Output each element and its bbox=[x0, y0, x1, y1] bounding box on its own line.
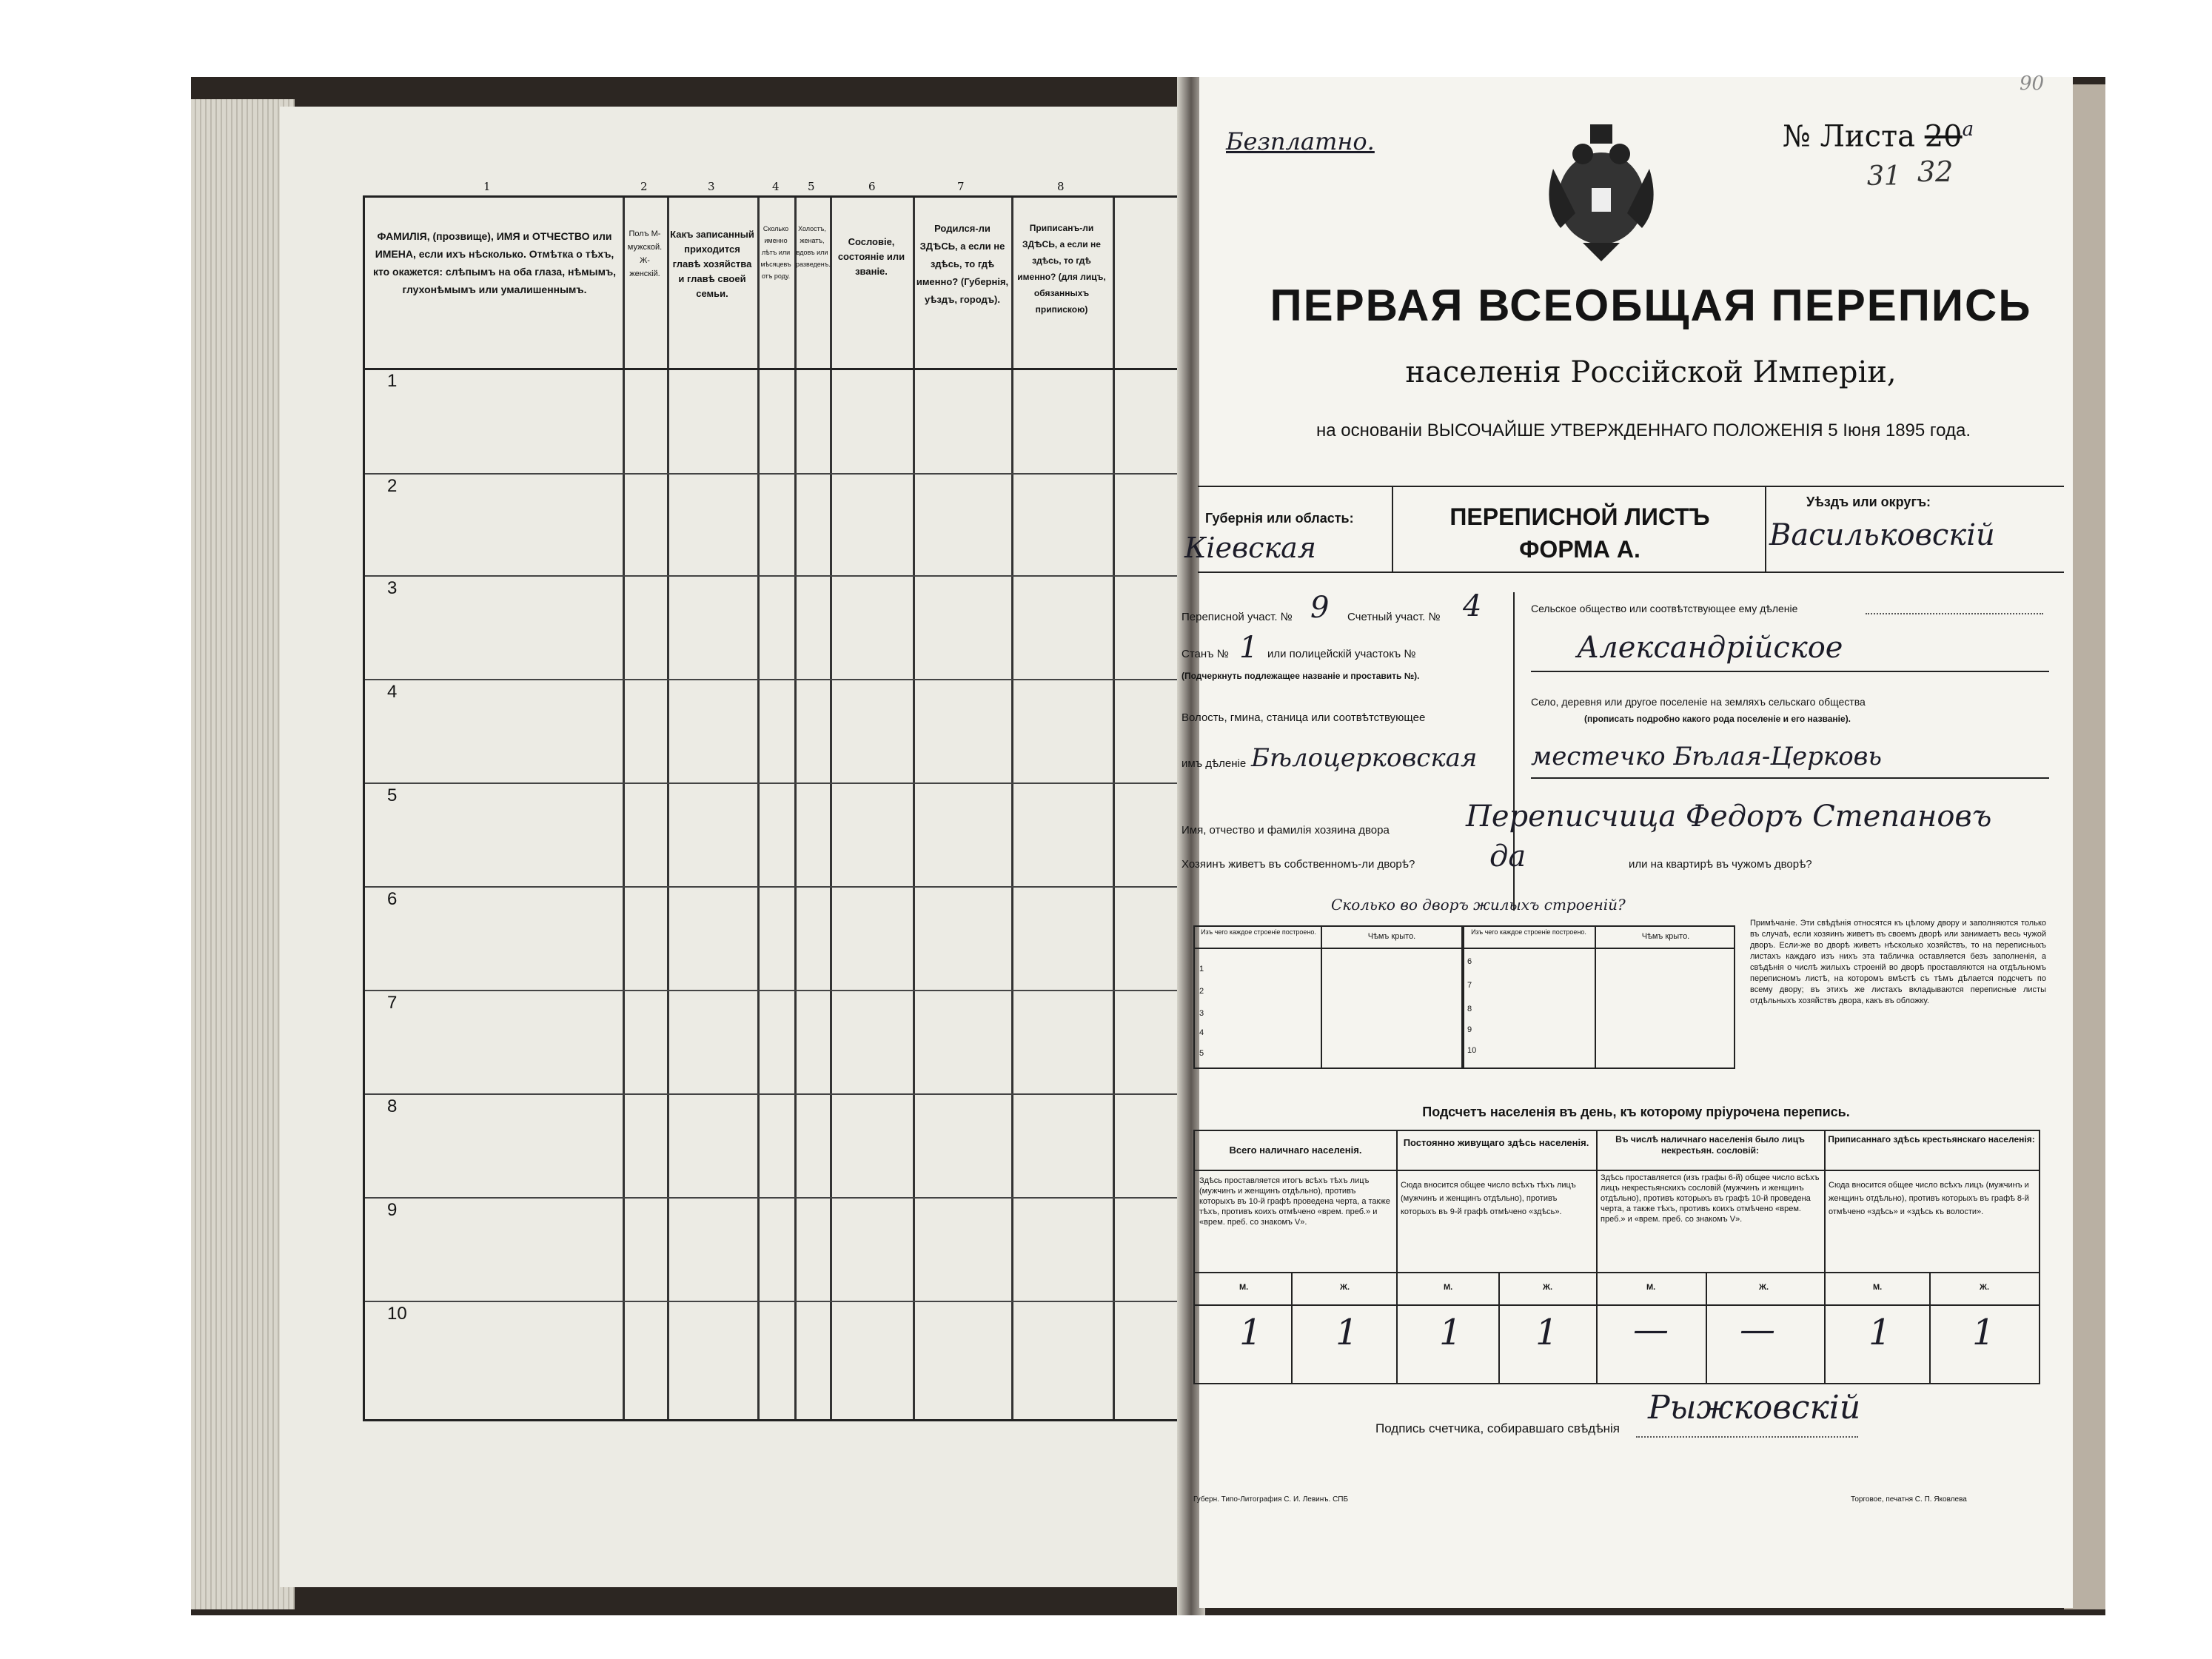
schet-uchast-label: Счетный участ. № bbox=[1347, 611, 1441, 623]
form-name-1: ПЕРЕПИСНОЙ ЛИСТЪ bbox=[1449, 503, 1710, 530]
row-number: 3 bbox=[387, 578, 398, 598]
sheet-number-label: № Листа bbox=[1783, 119, 1915, 154]
volost-label-1: Волость, гмина, станица или соотвѣтствующее bbox=[1182, 711, 1426, 724]
selskoe-value: Александрійское bbox=[1577, 631, 1843, 665]
count-desc-present: Здѣсь проставляется итогъ всѣхъ тѣхъ лицъ (мужчинъ и женщинъ отдѣльно), противъ которыхъ въ 10-й графѣ проведена черта, а также тѣхъ, противъ коихъ отмѣчено «врем. преб.» и «врем. преб. со знакомъ V». bbox=[1199, 1176, 1390, 1227]
building-row-number: 9 bbox=[1467, 1025, 1472, 1034]
col-number: 5 bbox=[808, 180, 815, 193]
perep-uchast-label: Переписной участ. № bbox=[1182, 611, 1293, 623]
form-basis: на основаніи ВЫСОЧАЙШЕ УТВЕРЖДЕННАГО ПОЛОЖЕНІЯ 5 Іюня 1895 года. bbox=[1316, 420, 1971, 440]
col-number: 8 bbox=[1057, 180, 1065, 193]
building-row-number: 10 bbox=[1467, 1046, 1477, 1055]
sheet-number bbox=[1783, 118, 1974, 153]
lives-rest: или на квартирѣ въ чужомъ дворѣ? bbox=[1629, 858, 1812, 871]
row-number: 6 bbox=[387, 889, 398, 909]
female-label: Ж. bbox=[1543, 1283, 1552, 1292]
count-head-registered: Приписаннаго здѣсь крестьянскаго населенія: bbox=[1828, 1134, 2035, 1144]
uezd-label: Уѣздъ или округъ: bbox=[1806, 495, 1931, 509]
male-label: М. bbox=[1239, 1283, 1249, 1292]
gubernia-label: Губернія или область: bbox=[1205, 511, 1354, 526]
count-value: 1 bbox=[1972, 1312, 1995, 1353]
count-desc-registered: Сюда вносится общее число всѣхъ лицъ (мужчинъ и женщинъ отдѣльно), противъ которыхъ въ графѣ 8-й отмѣчено «здѣсь» и «здѣсь къ волости». bbox=[1829, 1181, 2029, 1216]
stan-rest: или полицейскій участокъ № bbox=[1267, 648, 1416, 660]
form-subtitle: населенія Россійской Имперіи, bbox=[1405, 355, 1897, 389]
buildings-head-roof: Чѣмъ крыто. bbox=[1367, 932, 1416, 941]
building-row-number: 6 bbox=[1467, 957, 1472, 966]
col-number: 2 bbox=[640, 180, 648, 193]
volost-label-2: имъ дѣленіе bbox=[1182, 757, 1247, 770]
left-census-table bbox=[363, 180, 1189, 1421]
row-number: 10 bbox=[387, 1304, 407, 1324]
form-title: ПЕРВАЯ ВСЕОБЩАЯ ПЕРЕПИСЬ bbox=[1270, 281, 2032, 330]
male-label: М. bbox=[1646, 1283, 1656, 1292]
header-age: Сколько именно лѣтъ или мѣсяцевъ отъ роду. bbox=[760, 225, 791, 280]
header-relation: Какъ записанный приходится главѣ хозяйства и главѣ своей семьи. bbox=[670, 229, 754, 299]
count-value: 1 bbox=[1439, 1312, 1462, 1353]
header-name: ФАМИЛІЯ, (прозвище), ИМЯ и ОТЧЕСТВО или ИМЕНА, если ихъ нѣсколько. Отмѣтка о тѣхъ, кто окажется: слѣпымъ на оба глаза, нѣмымъ, глухонѣмымъ или умалишеннымъ. bbox=[372, 230, 617, 295]
owner-label: Имя, отчество и фамилія хозяина двора bbox=[1182, 824, 1390, 837]
building-row-number: 8 bbox=[1467, 1005, 1472, 1013]
signature-label: Подпись счетчика, собиравшаго свѣдѣнія bbox=[1375, 1421, 1620, 1435]
row-number: 1 bbox=[387, 371, 398, 391]
form-name-2: ФОРМА А. bbox=[1519, 536, 1640, 563]
count-value: 1 bbox=[1335, 1312, 1358, 1353]
stan-value: 1 bbox=[1239, 631, 1259, 665]
sheet-number-struck: 20 bbox=[1924, 119, 1963, 154]
female-label: Ж. bbox=[1980, 1283, 1989, 1292]
row-number: 5 bbox=[387, 785, 398, 805]
building-row-number: 1 bbox=[1199, 965, 1204, 973]
count-value: 1 bbox=[1869, 1312, 1891, 1353]
corner-number: 90 bbox=[2020, 73, 2045, 95]
col-number: 4 bbox=[772, 180, 780, 193]
stan-label: Станъ № bbox=[1182, 648, 1229, 660]
sheet-number-hand-2: 32 bbox=[1917, 155, 1954, 188]
col-number: 6 bbox=[868, 180, 876, 193]
count-head-permanent: Постоянно живущаго здѣсь населенія. bbox=[1403, 1137, 1589, 1148]
sheet-number-hand-1: 31 bbox=[1867, 161, 1901, 192]
count-desc-permanent: Сюда вносится общее число всѣхъ тѣхъ лицъ (мужчинъ и женщинъ отдѣльно), противъ которыхъ въ 9-й графѣ отмѣчено «здѣсь». bbox=[1401, 1181, 1576, 1216]
row-number: 7 bbox=[387, 993, 398, 1013]
count-head-non-peasant: Въ числѣ наличнаго населенія было лицъ некрестьян. сословій: bbox=[1615, 1134, 1805, 1156]
lives-label: Хозяинъ живетъ въ собственномъ-ли дворѣ? bbox=[1182, 858, 1415, 871]
buildings-table bbox=[1193, 925, 1735, 1069]
perep-uchast-value: 9 bbox=[1310, 591, 1330, 625]
population-count-table bbox=[1193, 1130, 2040, 1384]
row-number: 9 bbox=[387, 1200, 398, 1220]
male-label: М. bbox=[1444, 1283, 1453, 1292]
female-label: Ж. bbox=[1759, 1283, 1769, 1292]
printer-left: Губерн. Типо-Литография С. И. Левинъ. СПБ bbox=[1193, 1495, 1349, 1504]
free-label: Безплатно. bbox=[1226, 127, 1375, 155]
buildings-head-material: Изъ чего каждое строеніе построено. bbox=[1201, 928, 1316, 936]
header-estate: Сословіе, состояніе или званіе. bbox=[837, 236, 905, 277]
building-row-number: 5 bbox=[1199, 1049, 1204, 1058]
male-label: М. bbox=[1873, 1283, 1883, 1292]
sheet-number-suffix: а bbox=[1962, 118, 1974, 141]
buildings-note: Примѣчаніе. Эти свѣдѣнія относятся къ цѣлому двору и заполняются только въ случаѣ, если хозяинъ живетъ въ своемъ дворѣ или занимаетъ весь чужой дворъ. Если-же во дворѣ живетъ нѣсколько хозяйствъ, то на переписныхъ листахъ каждаго изъ нихъ эта табличка оставляется безъ заполненія, а свѣдѣнія о числѣ жилыхъ строеній во дворѣ проставляются на отдѣльномъ переписномъ листѣ, на которомъ вмѣстѣ съ тѣмъ дѣлается подсчетъ по всему двору; въ этихъ же листахъ вкладываются переписные листы отдѣльныхъ хозяйствъ двора, какъ въ обложку. bbox=[1750, 919, 2046, 1005]
count-value: 1 bbox=[1239, 1312, 1262, 1353]
buildings-head-material: Изъ чего каждое строеніе построено. bbox=[1471, 928, 1586, 936]
building-row-number: 4 bbox=[1199, 1028, 1204, 1037]
selo-value: местечко Бѣлая-Церковь bbox=[1531, 742, 1882, 771]
count-desc-non-peasant: Здѣсь проставляется (изъ графы 6-й) общее число всѣхъ лицъ некрестьянскихъ сословій (мужчинъ и женщинъ отдѣльно), противъ которыхъ въ графѣ 10-й проведена черта, а также тѣхъ, противъ коихъ отмѣчено «врем. преб.» и «врем. преб. со знакомъ V». bbox=[1601, 1173, 1820, 1224]
col-number: 3 bbox=[708, 180, 715, 193]
count-title: Подсчетъ населенія въ день, къ которому пріурочена перепись. bbox=[1422, 1105, 1850, 1119]
schet-uchast-value: 4 bbox=[1463, 589, 1482, 623]
buildings-question: Сколько во дворъ жилыхъ строеній? bbox=[1331, 896, 1626, 914]
signature-value: Рыжковскій bbox=[1648, 1389, 1861, 1427]
building-row-number: 2 bbox=[1199, 987, 1204, 996]
female-label: Ж. bbox=[1340, 1283, 1350, 1292]
printer-right: Торговое, печатня С. П. Яковлева bbox=[1851, 1495, 1967, 1504]
count-head-present: Всего наличнаго населенія. bbox=[1229, 1144, 1362, 1156]
count-value: — bbox=[1633, 1309, 1669, 1350]
row-number: 2 bbox=[387, 476, 398, 496]
selo-label: Село, деревня или другое поселеніе на земляхъ сельскаго общества bbox=[1531, 696, 1866, 708]
count-value: — bbox=[1740, 1309, 1775, 1350]
stan-note: (Подчеркнуть подлежащее названіе и проставить №). bbox=[1182, 671, 1420, 681]
header-sex: Полъ М-мужской. Ж-женскій. bbox=[627, 229, 663, 278]
gubernia-value: Кіевская bbox=[1184, 532, 1316, 564]
header-marital: Холостъ, женатъ, вдовъ или разведенъ. bbox=[796, 225, 831, 268]
selskoe-label: Сельское общество или соотвѣтствующее ему дѣленіе bbox=[1531, 603, 1798, 614]
col-number: 7 bbox=[957, 180, 965, 193]
row-number: 8 bbox=[387, 1096, 398, 1116]
volost-value: Бѣлоцерковская bbox=[1251, 743, 1478, 773]
owner-value: Переписчица Федоръ Степановъ bbox=[1466, 800, 1992, 834]
building-row-number: 3 bbox=[1199, 1009, 1204, 1018]
row-number: 4 bbox=[387, 682, 398, 702]
lives-value: да bbox=[1489, 839, 1526, 874]
double-headed-eagle-emblem bbox=[1538, 117, 1664, 265]
building-row-number: 7 bbox=[1467, 981, 1472, 990]
header-born: Родился-ли ЗДѢСЬ, а если не здѣсь, то гдѣ именно? (Губернія, уѣздъ, городъ). bbox=[916, 223, 1009, 305]
header-registered: Приписанъ-ли ЗДѢСЬ, а если не здѣсь, то гдѣ именно? (для лицъ, обязанныхъ припискою) bbox=[1017, 223, 1106, 315]
col-number: 1 bbox=[483, 180, 491, 193]
uezd-value: Васильковскій bbox=[1769, 518, 1995, 552]
page-stack-left bbox=[191, 99, 295, 1609]
buildings-head-roof: Чѣмъ крыто. bbox=[1641, 932, 1690, 941]
count-value: 1 bbox=[1535, 1312, 1558, 1353]
selo-note: (прописать подробно какого рода поселеніе и его названіе). bbox=[1584, 714, 1851, 724]
